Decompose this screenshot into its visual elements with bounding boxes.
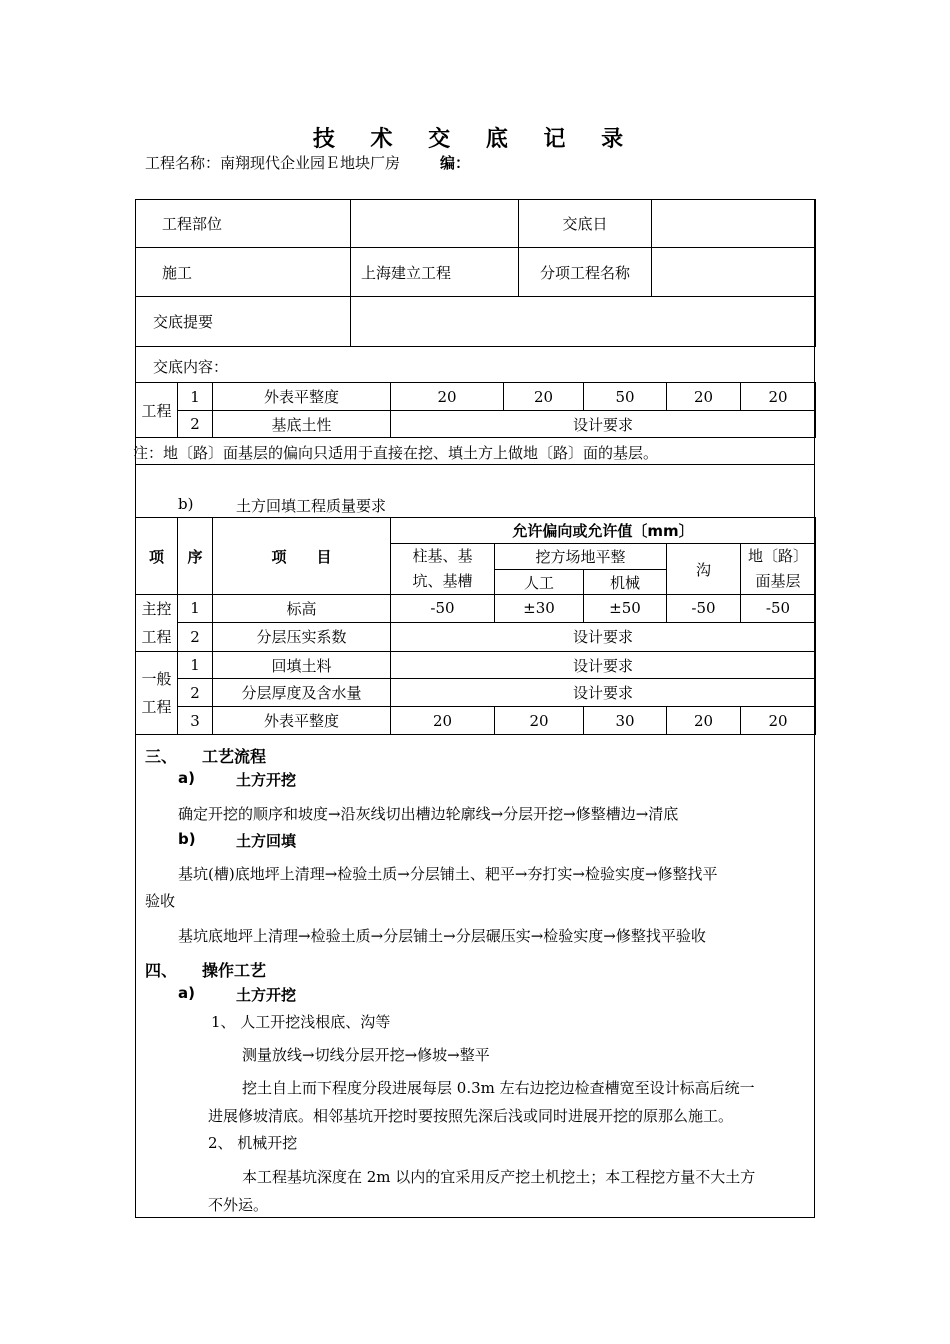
project-line	[145, 152, 470, 173]
value-cell: -50	[391, 595, 495, 623]
value-cell: ±30	[495, 595, 584, 623]
seq-cell: 1	[178, 383, 213, 411]
section-b-title: 土方回填工程质量要求	[236, 497, 387, 515]
seq-cell: 2	[178, 679, 213, 707]
item-cell: 标高	[213, 595, 391, 623]
road-header-line1: 地〔路〕	[747, 547, 808, 565]
quality-table-b	[135, 517, 816, 735]
section-b-mark: b)	[178, 495, 194, 513]
value-cell: 20	[504, 383, 584, 411]
quality-table-a	[135, 382, 816, 438]
section-3-title: 工艺流程	[202, 747, 267, 766]
merged-value-cell: 设计要求	[391, 622, 816, 651]
pit-header-line1: 柱基、基	[412, 547, 473, 565]
value-cell: 50	[584, 383, 667, 411]
label-subproject-name: 分项工程名称	[519, 248, 652, 297]
project-name: 工程名称：南翔现代企业园Ｅ地块厂房	[145, 154, 401, 172]
manual-header: 人工	[495, 570, 584, 595]
header-table	[135, 199, 816, 347]
sub-a2-title: 土方开挖	[236, 986, 297, 1004]
col-item: 项 目	[213, 518, 391, 595]
document-title: 技 术 交 底 记 录	[312, 127, 638, 152]
allow-header: 允许偏向或允许值〔mm〕	[391, 518, 816, 544]
col-item-type: 项	[136, 518, 178, 595]
pit-header-line2: 坑、基槽	[412, 572, 473, 590]
seq-cell: 1	[178, 595, 213, 623]
item-1-title: 1、 人工开挖浅根底、沟等	[211, 1013, 391, 1031]
col-seq: 序	[178, 518, 213, 595]
label-handover-date: 交底日	[519, 200, 652, 248]
flow-excavation: 确定开挖的顺序和坡度→沿灰线切出槽边轮廓线→分层开挖→修整槽边→清底	[178, 805, 679, 823]
road-header	[741, 544, 816, 595]
ditch-header: 沟	[667, 544, 741, 595]
pit-header	[391, 544, 495, 595]
edit-label: 编：	[440, 154, 471, 172]
road-header-line2: 面基层	[755, 572, 801, 590]
general-group-line1: 一般	[141, 670, 172, 688]
sub-a-title: 土方开挖	[236, 771, 297, 789]
seq-cell: 1	[178, 652, 213, 679]
item-cell: 分层厚度及含水量	[213, 679, 391, 707]
value-cell: 20	[667, 707, 741, 735]
item-cell: 外表平整度	[213, 383, 391, 411]
item-1-flow: 测量放线→切线分层开挖→修坡→整平	[242, 1046, 490, 1064]
value-construction: 上海建立工程	[351, 248, 519, 297]
merged-value-cell: 设计要求	[391, 411, 816, 438]
main-group-line2: 工程	[141, 628, 172, 646]
table-note: 注：地〔路〕面基层的偏向只适用于直接在挖、填土方上做地〔路〕面的基层。	[133, 444, 659, 462]
flow-backfill-alt: 基坑底地坪上清理→检验土质→分层铺土→分层碾压实→检验实度→修整找平验收	[178, 927, 706, 945]
value-cell: 20	[391, 383, 504, 411]
item-cell: 外表平整度	[213, 707, 391, 735]
value-cell: -50	[741, 595, 816, 623]
sub-a-mark: a)	[178, 769, 195, 787]
item-2-text-line2: 不外运。	[208, 1196, 269, 1214]
machine-header: 机械	[584, 570, 667, 595]
group-label: 工程	[136, 383, 178, 438]
main-group-line1: 主控	[141, 600, 172, 618]
value-cell: 30	[584, 707, 667, 735]
value-cell: 20	[667, 383, 741, 411]
item-cell: 回填土料	[213, 652, 391, 679]
section-4-number: 四、	[145, 961, 178, 980]
main-group-label	[136, 595, 178, 652]
general-group-label	[136, 652, 178, 735]
divider	[135, 464, 815, 465]
item-cell: 基底土性	[213, 411, 391, 438]
flow-backfill-line2: 验收	[145, 892, 176, 910]
sub-b-title: 土方回填	[236, 832, 297, 850]
item-2-text-line1: 本工程基坑深度在 2m 以内的宜采用反产挖土机挖土；本工程挖方量不大土方	[242, 1168, 756, 1186]
seq-cell: 3	[178, 707, 213, 735]
value-project-part[interactable]	[351, 200, 519, 248]
value-subproject-name[interactable]	[652, 248, 816, 297]
section-4-title: 操作工艺	[202, 961, 267, 980]
site-header: 挖方场地平整	[495, 544, 667, 570]
section-3-number: 三、	[145, 747, 178, 766]
merged-value-cell: 设计要求	[391, 679, 816, 707]
value-summary[interactable]	[351, 297, 816, 347]
label-summary: 交底提要	[136, 297, 351, 347]
label-content: 交底内容：	[153, 358, 229, 376]
seq-cell: 2	[178, 622, 213, 651]
item-1-text-line2: 进展修坡清底。相邻基坑开挖时要按照先深后浅或同时进展开挖的原那么施工。	[208, 1107, 734, 1125]
flow-backfill-line1: 基坑(槽)底地坪上清理→检验土质→分层铺土、耙平→夯打实→检验实度→修整找平	[178, 865, 718, 883]
sub-a2-mark: a)	[178, 984, 195, 1002]
value-cell: 20	[391, 707, 495, 735]
merged-value-cell: 设计要求	[391, 652, 816, 679]
item-cell: 分层压实系数	[213, 622, 391, 651]
label-construction: 施工	[136, 248, 351, 297]
general-group-line2: 工程	[141, 698, 172, 716]
value-cell: -50	[667, 595, 741, 623]
item-1-text-line1: 挖土自上而下程度分段进展每层 0.3m 左右边挖边检查槽宽至设计标高后统一	[242, 1079, 755, 1097]
sub-b-mark: b)	[178, 830, 196, 848]
seq-cell: 2	[178, 411, 213, 438]
item-2-title: 2、 机械开挖	[208, 1134, 298, 1152]
value-cell: 20	[741, 707, 816, 735]
value-cell: ±50	[584, 595, 667, 623]
value-cell: 20	[495, 707, 584, 735]
value-handover-date[interactable]	[652, 200, 816, 248]
value-cell: 20	[741, 383, 816, 411]
label-project-part: 工程部位	[136, 200, 351, 248]
